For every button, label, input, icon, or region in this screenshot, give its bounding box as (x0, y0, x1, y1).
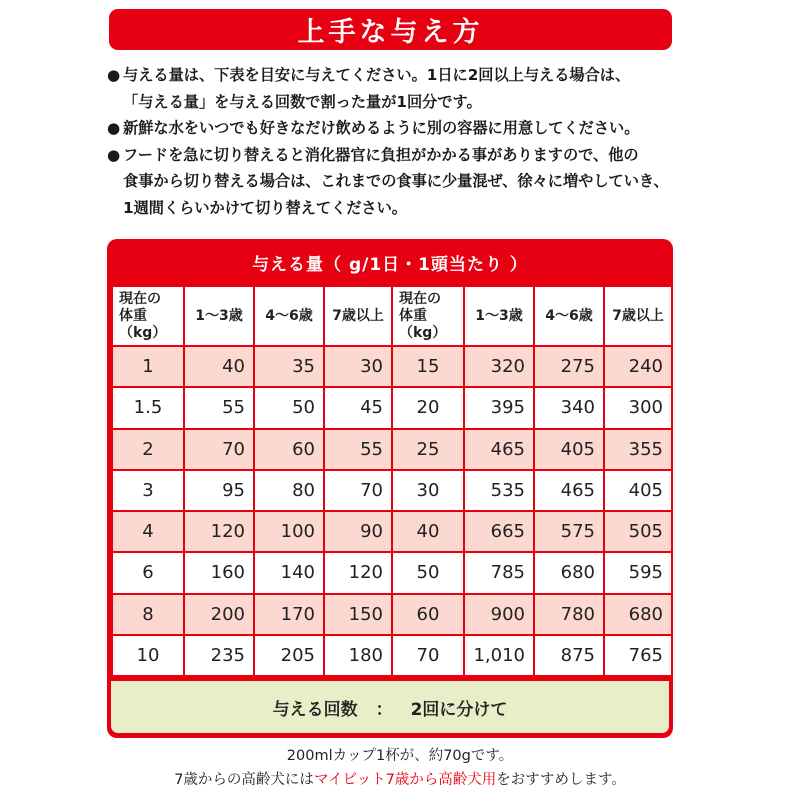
amount-cell: 160 (185, 553, 253, 592)
weight-cell: 1 (113, 347, 183, 386)
amount-cell: 90 (325, 512, 391, 551)
amount-cell: 405 (605, 471, 671, 510)
amount-cell: 45 (325, 388, 391, 427)
bullet-icon: ● (107, 119, 121, 137)
amount-cell: 60 (255, 430, 323, 469)
weight-cell: 20 (393, 388, 463, 427)
feeding-times-row (111, 681, 669, 733)
amount-cell: 785 (465, 553, 533, 592)
note-text: 新鮮な水をいつでも好きなだけ飲めるように別の容器に用意してください。 (123, 119, 640, 137)
weight-cell: 50 (393, 553, 463, 592)
amount-cell: 665 (465, 512, 533, 551)
note-item (107, 115, 697, 142)
amount-cell: 680 (605, 595, 671, 634)
note-item (107, 62, 697, 115)
weight-header (393, 287, 463, 345)
weight-header-line: （kg） (399, 324, 447, 341)
table-row (113, 512, 671, 551)
weight-cell: 15 (393, 347, 463, 386)
amount-cell: 275 (535, 347, 603, 386)
age-1-3-header: 1〜3歳 (185, 287, 253, 345)
footnote-text: をおすすめします。 (496, 772, 626, 788)
amount-cell: 30 (325, 347, 391, 386)
feeding-table-panel (107, 239, 673, 738)
weight-cell: 8 (113, 595, 183, 634)
weight-cell: 70 (393, 636, 463, 675)
amount-cell: 55 (325, 430, 391, 469)
amount-cell: 80 (255, 471, 323, 510)
bullet-icon: ● (107, 66, 121, 84)
age-7-plus-header: 7歳以上 (605, 287, 671, 345)
amount-cell: 70 (185, 430, 253, 469)
age-7-plus-header: 7歳以上 (325, 287, 391, 345)
amount-cell: 170 (255, 595, 323, 634)
amount-cell: 200 (185, 595, 253, 634)
amount-cell: 180 (325, 636, 391, 675)
times-value: 2回に分けて (410, 699, 508, 720)
times-separator: ： (375, 699, 393, 720)
title-banner (109, 9, 672, 50)
amount-cell: 1,010 (465, 636, 533, 675)
weight-cell: 2 (113, 430, 183, 469)
amount-cell: 465 (535, 471, 603, 510)
weight-cell: 3 (113, 471, 183, 510)
footnote-cup: 200mlカップ1杯が、約70gです。 (286, 748, 514, 764)
amount-cell: 780 (535, 595, 603, 634)
footnote-text: 7歳からの高齢犬には (174, 772, 314, 788)
amount-cell: 240 (605, 347, 671, 386)
footnote-recommendation (0, 768, 800, 789)
amount-cell: 35 (255, 347, 323, 386)
note-text: 与える量は、下表を目安に与えてください。1日に2回以上与える場合は、 「与える量」を与える回数で割った量が1回分です。 (123, 66, 631, 111)
table-header-row (113, 287, 671, 345)
weight-header-line: 体重 (399, 307, 427, 324)
weight-cell: 1.5 (113, 388, 183, 427)
amount-cell: 70 (325, 471, 391, 510)
amount-cell: 355 (605, 430, 671, 469)
feeding-amount-table (111, 285, 673, 677)
weight-cell: 6 (113, 553, 183, 592)
amount-cell: 575 (535, 512, 603, 551)
amount-cell: 55 (185, 388, 253, 427)
weight-cell: 25 (393, 430, 463, 469)
weight-cell: 4 (113, 512, 183, 551)
amount-cell: 120 (325, 553, 391, 592)
table-row (113, 430, 671, 469)
amount-cell: 95 (185, 471, 253, 510)
weight-header-line: 体重 (119, 307, 147, 324)
weight-header-line: 現在の (119, 290, 161, 307)
feeding-notes (107, 62, 697, 221)
amount-cell: 595 (605, 553, 671, 592)
amount-cell: 235 (185, 636, 253, 675)
amount-cell: 100 (255, 512, 323, 551)
age-4-6-header: 4〜6歳 (535, 287, 603, 345)
amount-cell: 505 (605, 512, 671, 551)
table-row (113, 388, 671, 427)
amount-cell: 140 (255, 553, 323, 592)
amount-cell: 900 (465, 595, 533, 634)
table-row (113, 595, 671, 634)
weight-cell: 30 (393, 471, 463, 510)
weight-cell: 60 (393, 595, 463, 634)
table-row (113, 471, 671, 510)
amount-cell: 680 (535, 553, 603, 592)
amount-cell: 150 (325, 595, 391, 634)
weight-cell: 40 (393, 512, 463, 551)
age-4-6-header: 4〜6歳 (255, 287, 323, 345)
amount-cell: 340 (535, 388, 603, 427)
times-label: 与える回数 (272, 699, 358, 720)
weight-cell: 10 (113, 636, 183, 675)
product-name-highlight: マイビット7歳から高齢犬用 (313, 772, 497, 788)
note-text: フードを急に切り替えると消化器官に負担がかかる事がありますので、他の 食事から切り替える場合は、これまでの食事に少量混ぜ、徐々に増やしていき、 1週間くらいかけて切り替えてください。 (123, 145, 669, 217)
amount-cell: 465 (465, 430, 533, 469)
amount-cell: 765 (605, 636, 671, 675)
weight-header (113, 287, 183, 345)
table-row (113, 553, 671, 592)
age-1-3-header: 1〜3歳 (465, 287, 533, 345)
weight-header-line: （kg） (119, 324, 167, 341)
note-item (107, 142, 697, 222)
amount-cell: 300 (605, 388, 671, 427)
amount-cell: 320 (465, 347, 533, 386)
amount-cell: 875 (535, 636, 603, 675)
amount-cell: 50 (255, 388, 323, 427)
table-heading: 与える量（ g/1日・1頭当たり ） (252, 254, 528, 275)
amount-cell: 120 (185, 512, 253, 551)
bullet-icon: ● (107, 145, 121, 164)
table-row (113, 347, 671, 386)
amount-cell: 405 (535, 430, 603, 469)
amount-cell: 205 (255, 636, 323, 675)
amount-cell: 395 (465, 388, 533, 427)
page-title: 上手な与え方 (297, 17, 484, 48)
weight-header-line: 現在の (399, 290, 441, 307)
amount-cell: 40 (185, 347, 253, 386)
amount-cell: 535 (465, 471, 533, 510)
table-row (113, 636, 671, 675)
